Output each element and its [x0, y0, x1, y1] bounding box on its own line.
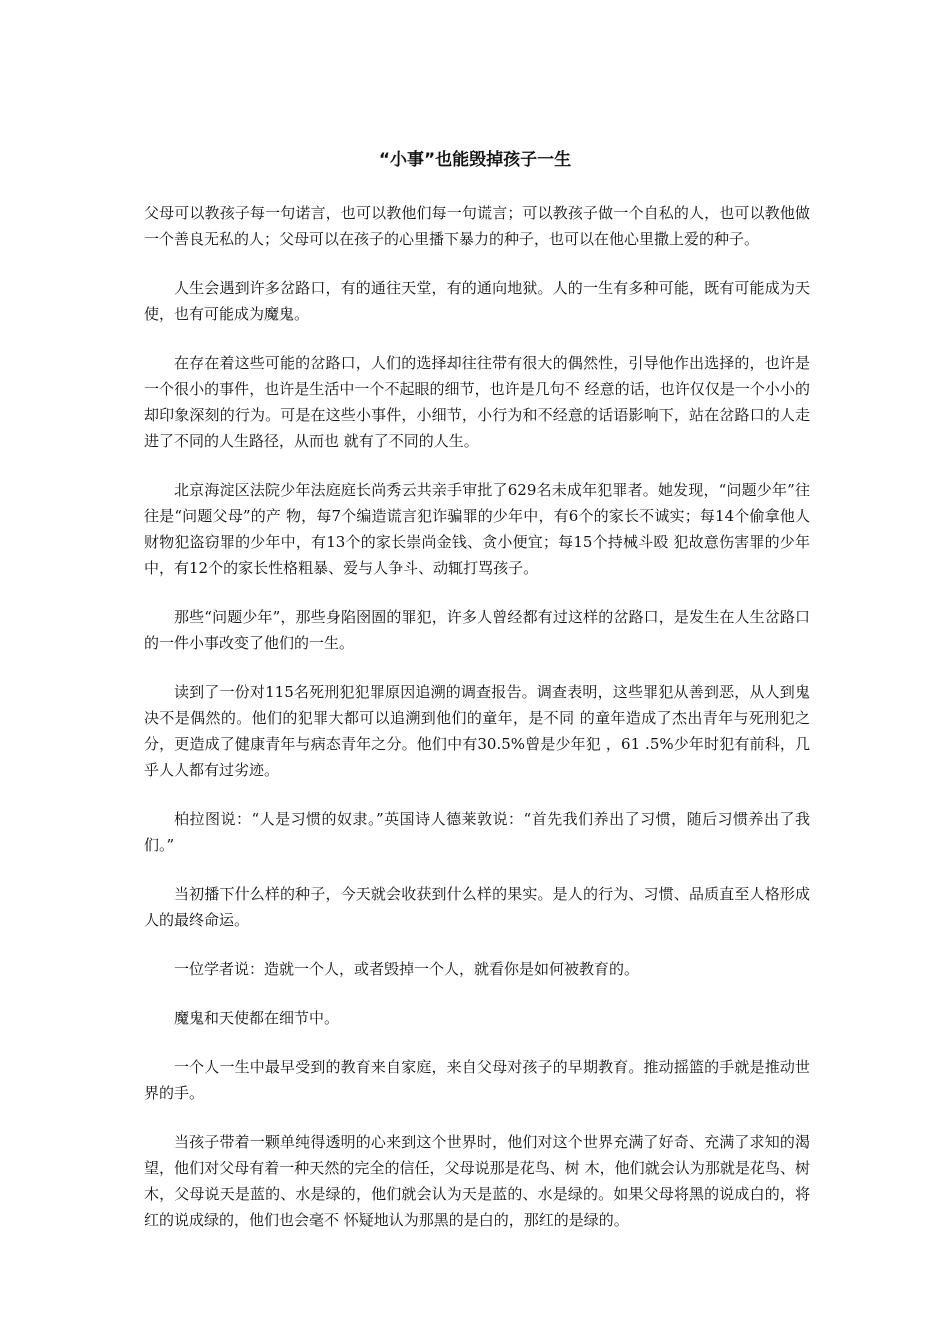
- paragraph: 当孩子带着一颗单纯得透明的心来到这个世界时，他们对这个世界充满了好奇、充满了求知的渴望，他们对父母有着一种天然的完全的信任，父母说那是花鸟、树 木，他们就会认为那就是花鸟、树木，父母说天是蓝的、水是绿的，他们就会认为天是蓝的、水是绿的。如果父母将黑的说成白的，将红的说成绿的，他们也会毫不 怀疑地认为那黑的是白的，那红的是绿的。: [144, 1133, 810, 1229]
- paragraph: 人生会遇到许多岔路口，有的通往天堂，有的通向地狱。人的一生有多种可能，既有可能成为天使，也有可能成为魔鬼。: [144, 279, 810, 323]
- document-title: “小事”也能毁掉孩子一生: [378, 150, 572, 170]
- paragraph: 一个人一生中最早受到的教育来自家庭，来自父母对孩子的早期教育。推动摇篮的手就是推动世界的手。: [144, 1058, 810, 1102]
- paragraph: 在存在着这些可能的岔路口，人们的选择却往往带有很大的偶然性，引导他作出选择的，也许是一个很小的事件，也许是生活中一个不起眼的细节，也许是几句不 经意的话，也许仅仅是一个小小的却印象深刻的行为。可是在这些小事件，小细节，小行为和不经意的话语影响下，站在岔路口的人走进了不同的人生路径，从而也 就有了不同的人生。: [144, 354, 810, 450]
- paragraph: 北京海淀区法院少年法庭庭长尚秀云共亲手审批了629名未成年犯罪者。她发现，“问题少年”往往是“问题父母”的产 物，每7个编造谎言犯诈骗罪的少年中，有6个的家长不诚实；每14个偷拿他人财物犯盗窃罪的少年中，有13个的家长崇尚金钱、贪小便宜；每15个持械斗殴 犯故意伤害罪的少年中，有12个的家长性格粗暴、爱与人争斗、动辄打骂孩子。: [144, 481, 810, 577]
- paragraph: 那些“问题少年”，那些身陷囹圄的罪犯，许多人曾经都有过这样的岔路口，是发生在人生岔路口的一件小事改变了他们的一生。: [144, 608, 810, 652]
- paragraph: 一位学者说：造就一个人，或者毁掉一个人，就看你是如何被教育的。: [174, 960, 640, 978]
- paragraph: 柏拉图说：“人是习惯的奴隶。”英国诗人德莱敦说：“首先我们养出了习惯，随后习惯养出了我们。”: [144, 810, 810, 854]
- paragraph: 读到了一份对115名死刑犯犯罪原因追溯的调查报告。调查表明，这些罪犯从善到恶，从人到鬼决不是偶然的。他们的犯罪大都可以追溯到他们的童年，是不同 的童年造成了杰出青年与死刑犯之分，更造成了健康青年与病态青年之分。他们中有30.5%曾是少年犯 ，61 .5%少年时犯有前科，几乎人人都有过劣迹。: [144, 683, 810, 779]
- document-body: [144, 200, 810, 1256]
- paragraph: 父母可以教孩子每一句诺言，也可以教他们每一句谎言；可以教孩子做一个自私的人，也可以教他做一个善良无私的人；父母可以在孩子的心里播下暴力的种子，也可以在他心里撒上爱的种子。: [144, 204, 810, 248]
- paragraph: 魔鬼和天使都在细节中。: [174, 1009, 340, 1027]
- paragraph: 当初播下什么样的种子，今天就会收获到什么样的果实。是人的行为、习惯、品质直至人格形成人的最终命运。: [144, 885, 810, 929]
